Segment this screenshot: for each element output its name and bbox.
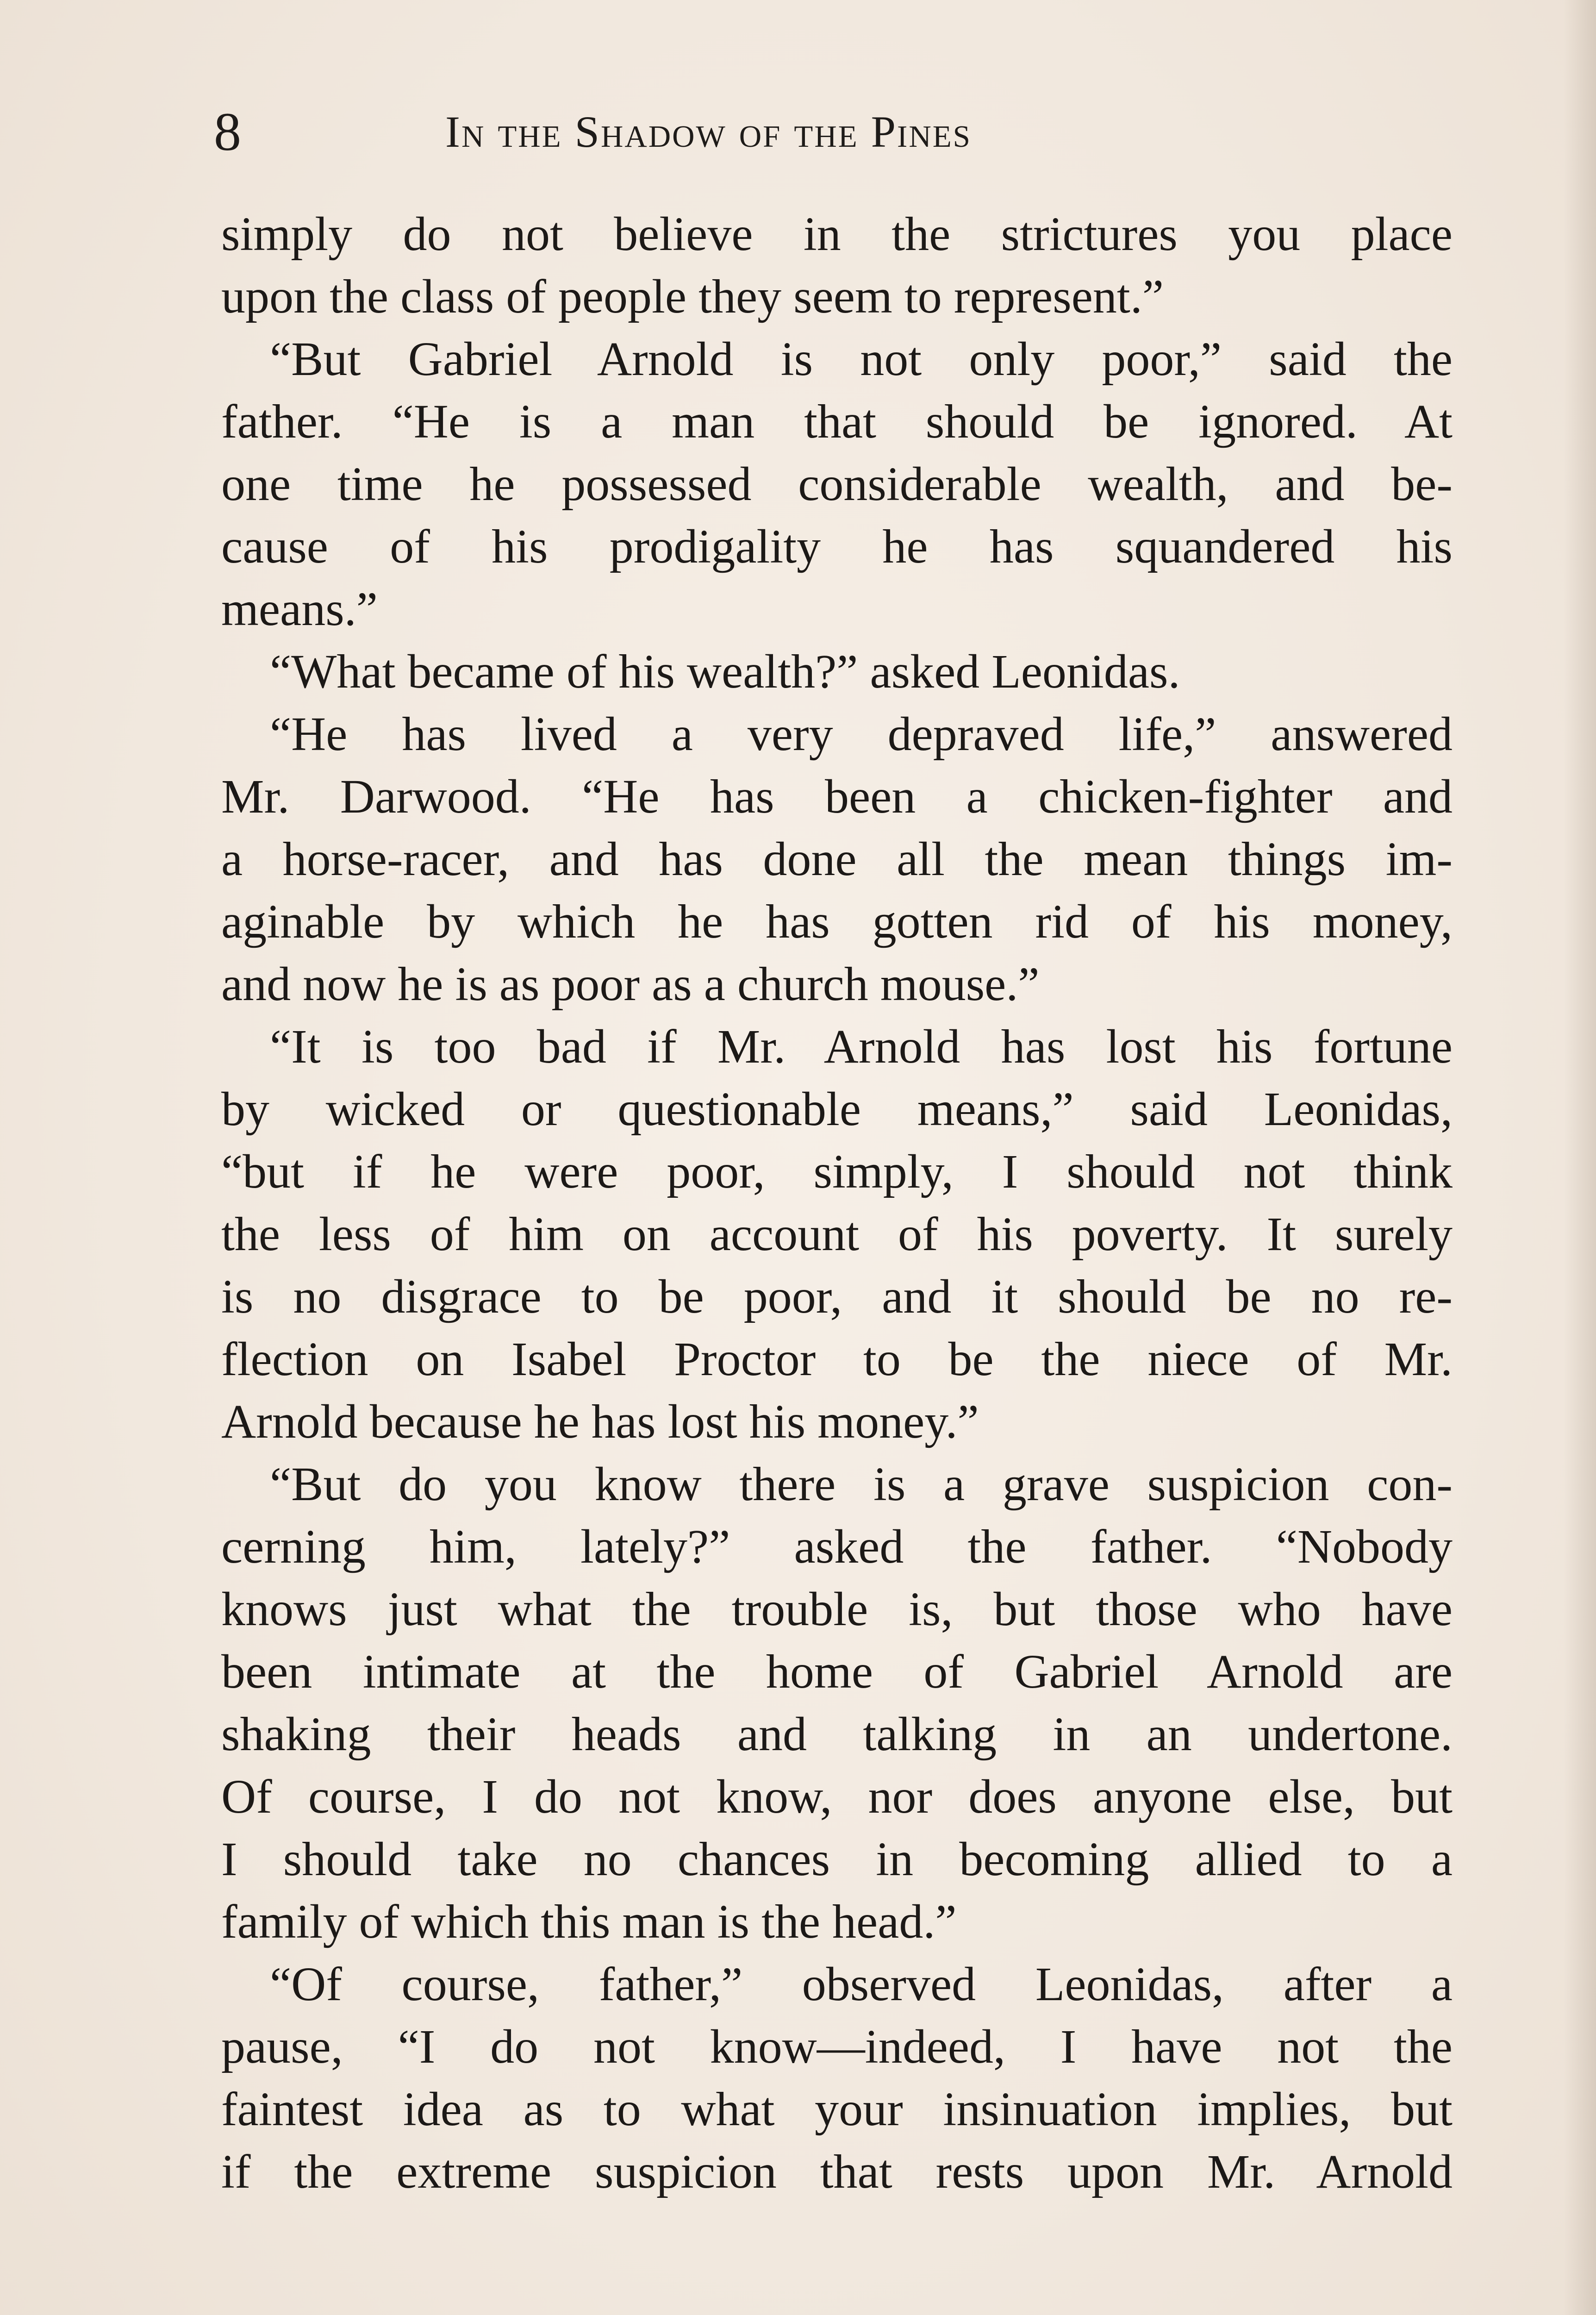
text-line: “Of course, father,” observed Leonidas, after a [270,1958,1453,2011]
text-line: upon the class of people they seem to represent.” [221,270,1164,323]
text-line: faintest idea as to what your insinuation implies, but [221,2083,1453,2136]
text-line: Mr. Darwood. “He has been a chicken-fighter and [221,770,1453,823]
running-title: In the Shadow of the Pines [445,107,972,156]
text-line: I should take no chances in becoming allied to a [221,1833,1453,1886]
text-line: shaking their heads and talking in an undertone. [221,1708,1453,1761]
text-line: if the extreme suspicion that rests upon Mr. Arnold [221,2145,1453,2198]
text-line: family of which this man is the head.” [221,1895,957,1948]
text-line: a horse-racer, and has done all the mean things im- [221,832,1453,886]
text-line: father. “He is a man that should be ignored. At [221,395,1453,448]
page-number: 8 [214,101,241,162]
text-line: pause, “I do not know—indeed, I have not the [221,2020,1453,2073]
text-line: been intimate at the home of Gabriel Arnold are [221,1645,1453,1698]
text-line: “but if he were poor, simply, I should not think [221,1145,1453,1198]
text-line: the less of him on account of his poverty. It surely [221,1208,1453,1261]
text-line: simply do not believe in the strictures you place [221,207,1453,261]
text-line: flection on Isabel Proctor to be the niece of Mr. [221,1333,1453,1386]
text-line: “It is too bad if Mr. Arnold has lost his fortune [270,1020,1453,1073]
text-line: Of course, I do not know, nor does anyone else, but [221,1770,1453,1823]
text-line: “But Gabriel Arnold is not only poor,” said the [270,332,1453,386]
text-line: “He has lived a very depraved life,” answered [270,707,1453,761]
text-line: cause of his prodigality he has squandered his [221,520,1453,573]
text-line: is no disgrace to be poor, and it should be no re- [221,1270,1453,1323]
text-line: by wicked or questionable means,” said Leonidas, [221,1082,1453,1136]
text-line: “What became of his wealth?” asked Leonidas. [270,645,1180,698]
running-header [214,95,1450,169]
text-line: cerning him, lately?” asked the father. “Nobody [221,1520,1453,1573]
text-line: Arnold because he has lost his money.” [221,1395,979,1448]
text-line: aginable by which he has gotten rid of his money, [221,895,1453,948]
text-line: knows just what the trouble is, but those who have [221,1583,1453,1636]
body-text [221,203,1453,2203]
page-edge-shadow [1564,0,1596,2315]
text-line: one time he possessed considerable wealth, and be- [221,457,1453,511]
text-line: means.” [221,582,378,636]
text-line: “But do you know there is a grave suspicion con- [270,1458,1453,1511]
text-line: and now he is as poor as a church mouse.” [221,957,1040,1011]
